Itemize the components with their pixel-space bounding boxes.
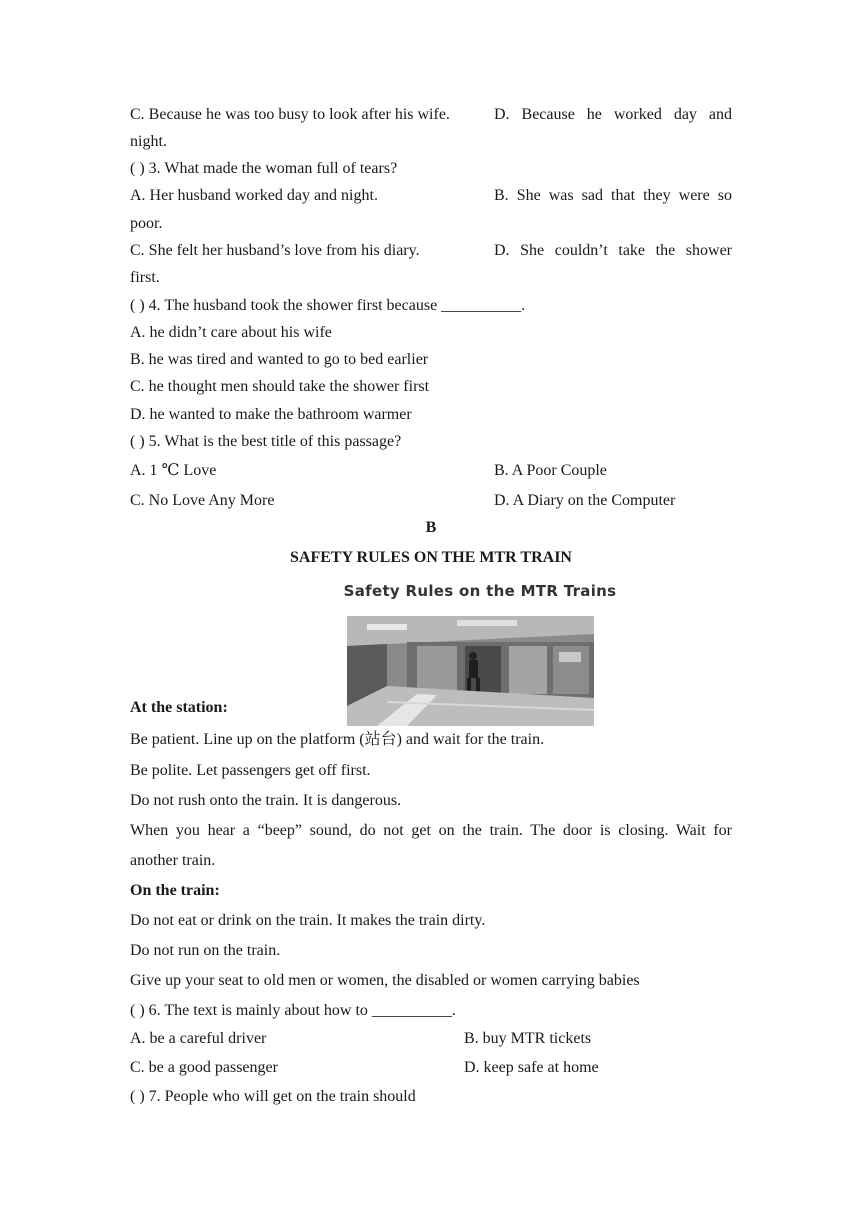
station-rule-1: Be patient. Line up on the platform (站台) and wait for the train. [130, 731, 545, 748]
train-rule-1: Do not eat or drink on the train. It makes the train dirty. [130, 912, 486, 929]
station-rule-4-cont: another train. [130, 852, 216, 869]
q4-option-c: C. he thought men should take the shower first [130, 378, 430, 395]
q5-option-c: C. No Love Any More [130, 492, 275, 509]
train-rule-3: Give up your seat to old men or women, the disabled or women carrying babies [130, 972, 640, 989]
station-rule-3: Do not rush onto the train. It is dangerous. [130, 792, 402, 809]
q5-stem: ( ) 5. What is the best title of this passage? [130, 433, 402, 450]
q6-option-c: C. be a good passenger [130, 1059, 278, 1076]
q5-option-a: A. 1 ℃ Love [130, 462, 217, 479]
q6-option-d: D. keep safe at home [464, 1059, 599, 1076]
section-letter: B [425, 519, 437, 536]
q6-option-b: B. buy MTR tickets [464, 1030, 592, 1047]
q3-option-b: B. She was sad that they were so [494, 187, 732, 204]
q4-option-d: D. he wanted to make the bathroom warmer [130, 406, 412, 423]
q3-option-d-cont: first. [130, 269, 160, 286]
q3-option-c: C. She felt her husband’s love from his diary. [130, 242, 420, 259]
station-rule-2: Be polite. Let passengers get off first. [130, 762, 371, 779]
q3-option-b-cont: poor. [130, 215, 163, 232]
section-title: SAFETY RULES ON THE MTR TRAIN [290, 549, 572, 566]
q4-option-a: A. he didn’t care about his wife [130, 324, 332, 341]
train-rule-2: Do not run on the train. [130, 942, 281, 959]
q2-option-d: D. Because he worked day and [494, 106, 732, 123]
q5-option-b: B. A Poor Couple [494, 462, 607, 479]
q2-option-c: C. Because he was too busy to look after his wife. [130, 106, 450, 123]
train-heading: On the train: [130, 882, 220, 899]
safety-banner-image: Safety Rules on the MTR Trains [343, 582, 617, 600]
q3-option-d: D. She couldn’t take the shower [494, 242, 732, 259]
q4-option-b: B. he was tired and wanted to go to bed earlier [130, 351, 429, 368]
q4-stem: ( ) 4. The husband took the shower first because __________. [130, 297, 526, 314]
station-heading: At the station: [130, 699, 228, 716]
q5-option-d: D. A Diary on the Computer [494, 492, 676, 509]
q3-option-a: A. Her husband worked day and night. [130, 187, 378, 204]
q3-stem: ( ) 3. What made the woman full of tears? [130, 160, 398, 177]
station-rule-4: When you hear a “beep” sound, do not get on the train. The door is closing. Wait for [130, 822, 732, 839]
mtr-platform-photo [347, 616, 594, 726]
q6-option-a: A. be a careful driver [130, 1030, 267, 1047]
q7-stem: ( ) 7. People who will get on the train should [130, 1088, 416, 1105]
q6-stem: ( ) 6. The text is mainly about how to __________. [130, 1002, 456, 1019]
q2-option-d-cont: night. [130, 133, 167, 150]
